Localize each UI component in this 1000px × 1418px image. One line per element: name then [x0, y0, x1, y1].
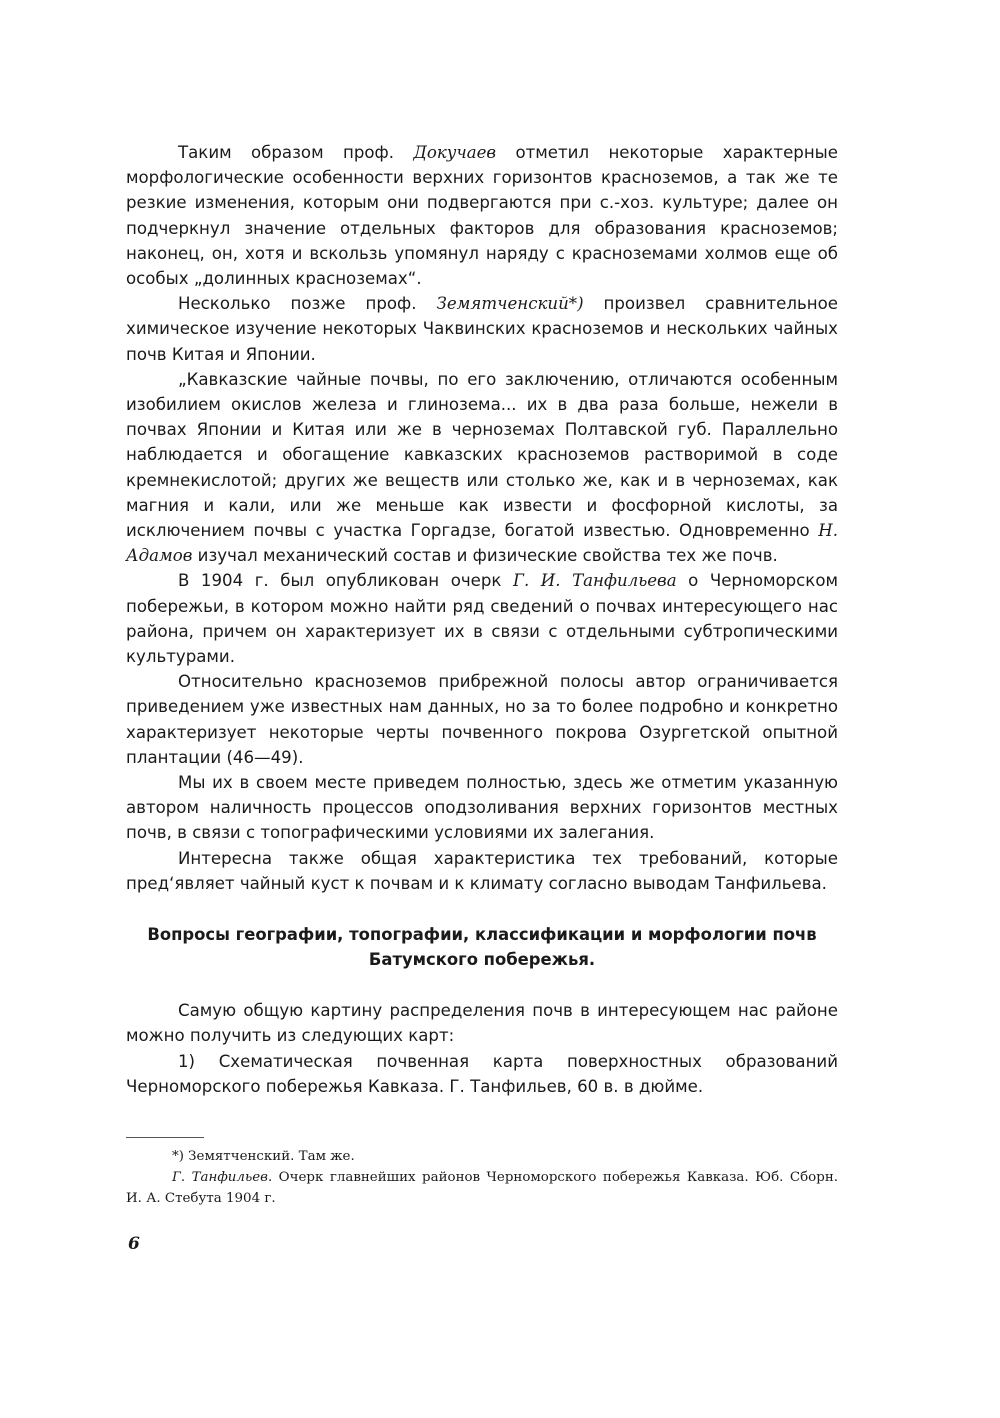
text-run: В 1904 г. был опубликован очерк	[178, 571, 513, 591]
text-run: произвел сравнительное химическое изучение некоторых Чаквинских красноземов и нескольких чайных почв Китая и Японии.	[126, 294, 838, 364]
footnote-author: Г. Танфильев.	[172, 1170, 273, 1185]
paragraph-8: Самую общую картину распределения почв в интересующем нас районе можно получить из следующих карт:	[126, 1001, 838, 1046]
footnote-1: *) Земятченский. Там же.	[172, 1149, 355, 1164]
text-run: „Кавказские чайные почвы, по его заключению, отличаются особенным изобилием окислов железа и глинозема... их в два раза больше, нежели в почвах Японии и Китая или же в черноземах Полтавской губ. Параллельно наблюдается и обогащение кавказских красноземов растворимой в соде кремнекислотой; других же веществ или столько же, как и в черноземах, как магния и кали, или же меньше как извести и фосфорной кислоты, за исключением почвы с участка Горгадзе, богатой известью. Одновременно	[126, 369, 838, 541]
text-run: о Черноморском побережьи, в котором можно найти ряд сведений о почвах интересующего нас района, причем он характеризует их в связи с отдельными субтропическими культурами.	[126, 571, 838, 667]
text-run: Таким образом проф.	[178, 143, 414, 162]
main-text	[126, 140, 838, 1099]
section-heading	[126, 922, 838, 972]
footnote-2	[126, 1167, 838, 1209]
page-number: 6	[128, 1234, 140, 1254]
paragraph-1	[126, 140, 838, 291]
footnotes	[126, 1146, 838, 1209]
paragraph-3	[126, 367, 838, 569]
footnote-divider	[126, 1137, 204, 1138]
paragraph-5: Относительно красноземов прибрежной полосы автор ограничивается приведением уже известных нам данных, но за то более подробно и конкретно характеризует некоторые черты почвенного покрова Озургетской опытной плантации (46—49).	[126, 672, 838, 767]
heading-line: Вопросы географии, топографии, классификации и морфологии почв	[147, 925, 817, 945]
paragraph-9: 1) Схематическая почвенная карта поверхностных образований Черноморского побережья Кавказа. Г. Танфильев, 60 в. в дюйме.	[126, 1051, 838, 1096]
heading-line: Батумского побережья.	[368, 950, 596, 970]
paragraph-4	[126, 568, 838, 669]
author-name: Докучаев	[413, 143, 497, 162]
paragraph-6: Мы их в своем месте приведем полностью, здесь же отметим указанную автором наличность процессов оподзоливания верхних горизонтов местных почв, в связи с топографическими условиями их залегания.	[126, 773, 838, 843]
author-name: Н. Адамов	[126, 521, 838, 566]
author-name: Г. И. Танфильева	[512, 571, 677, 591]
text-run: отметил некоторые характерные морфологические особенности верхних горизонтов красноземов, а так же те резкие изменения, которым они подвергаются при с.-хоз. культуре; далее он подчеркнул значение отдельных факторов для образования красноземов; наконец, он, хотя и вскользь упомянул наряду с красноземами холмов еще об особых „долинных красноземах“.	[126, 143, 838, 289]
author-name: Земятченский*)	[436, 294, 584, 314]
footnote-text: Очерк главнейших районов Черноморского побережья Кавказа. Юб. Сборн. И. А. Стебута 1904 г.	[126, 1170, 838, 1206]
paragraph-2	[126, 291, 838, 367]
text-run: Несколько позже проф.	[178, 294, 437, 314]
text-run: изучал механический состав и физические свойства тех же почв.	[192, 546, 778, 566]
paragraph-7: Интересна также общая характеристика тех требований, которые пред‘являет чайный куст к почвам и к климату согласно выводам Танфильева.	[126, 848, 838, 893]
